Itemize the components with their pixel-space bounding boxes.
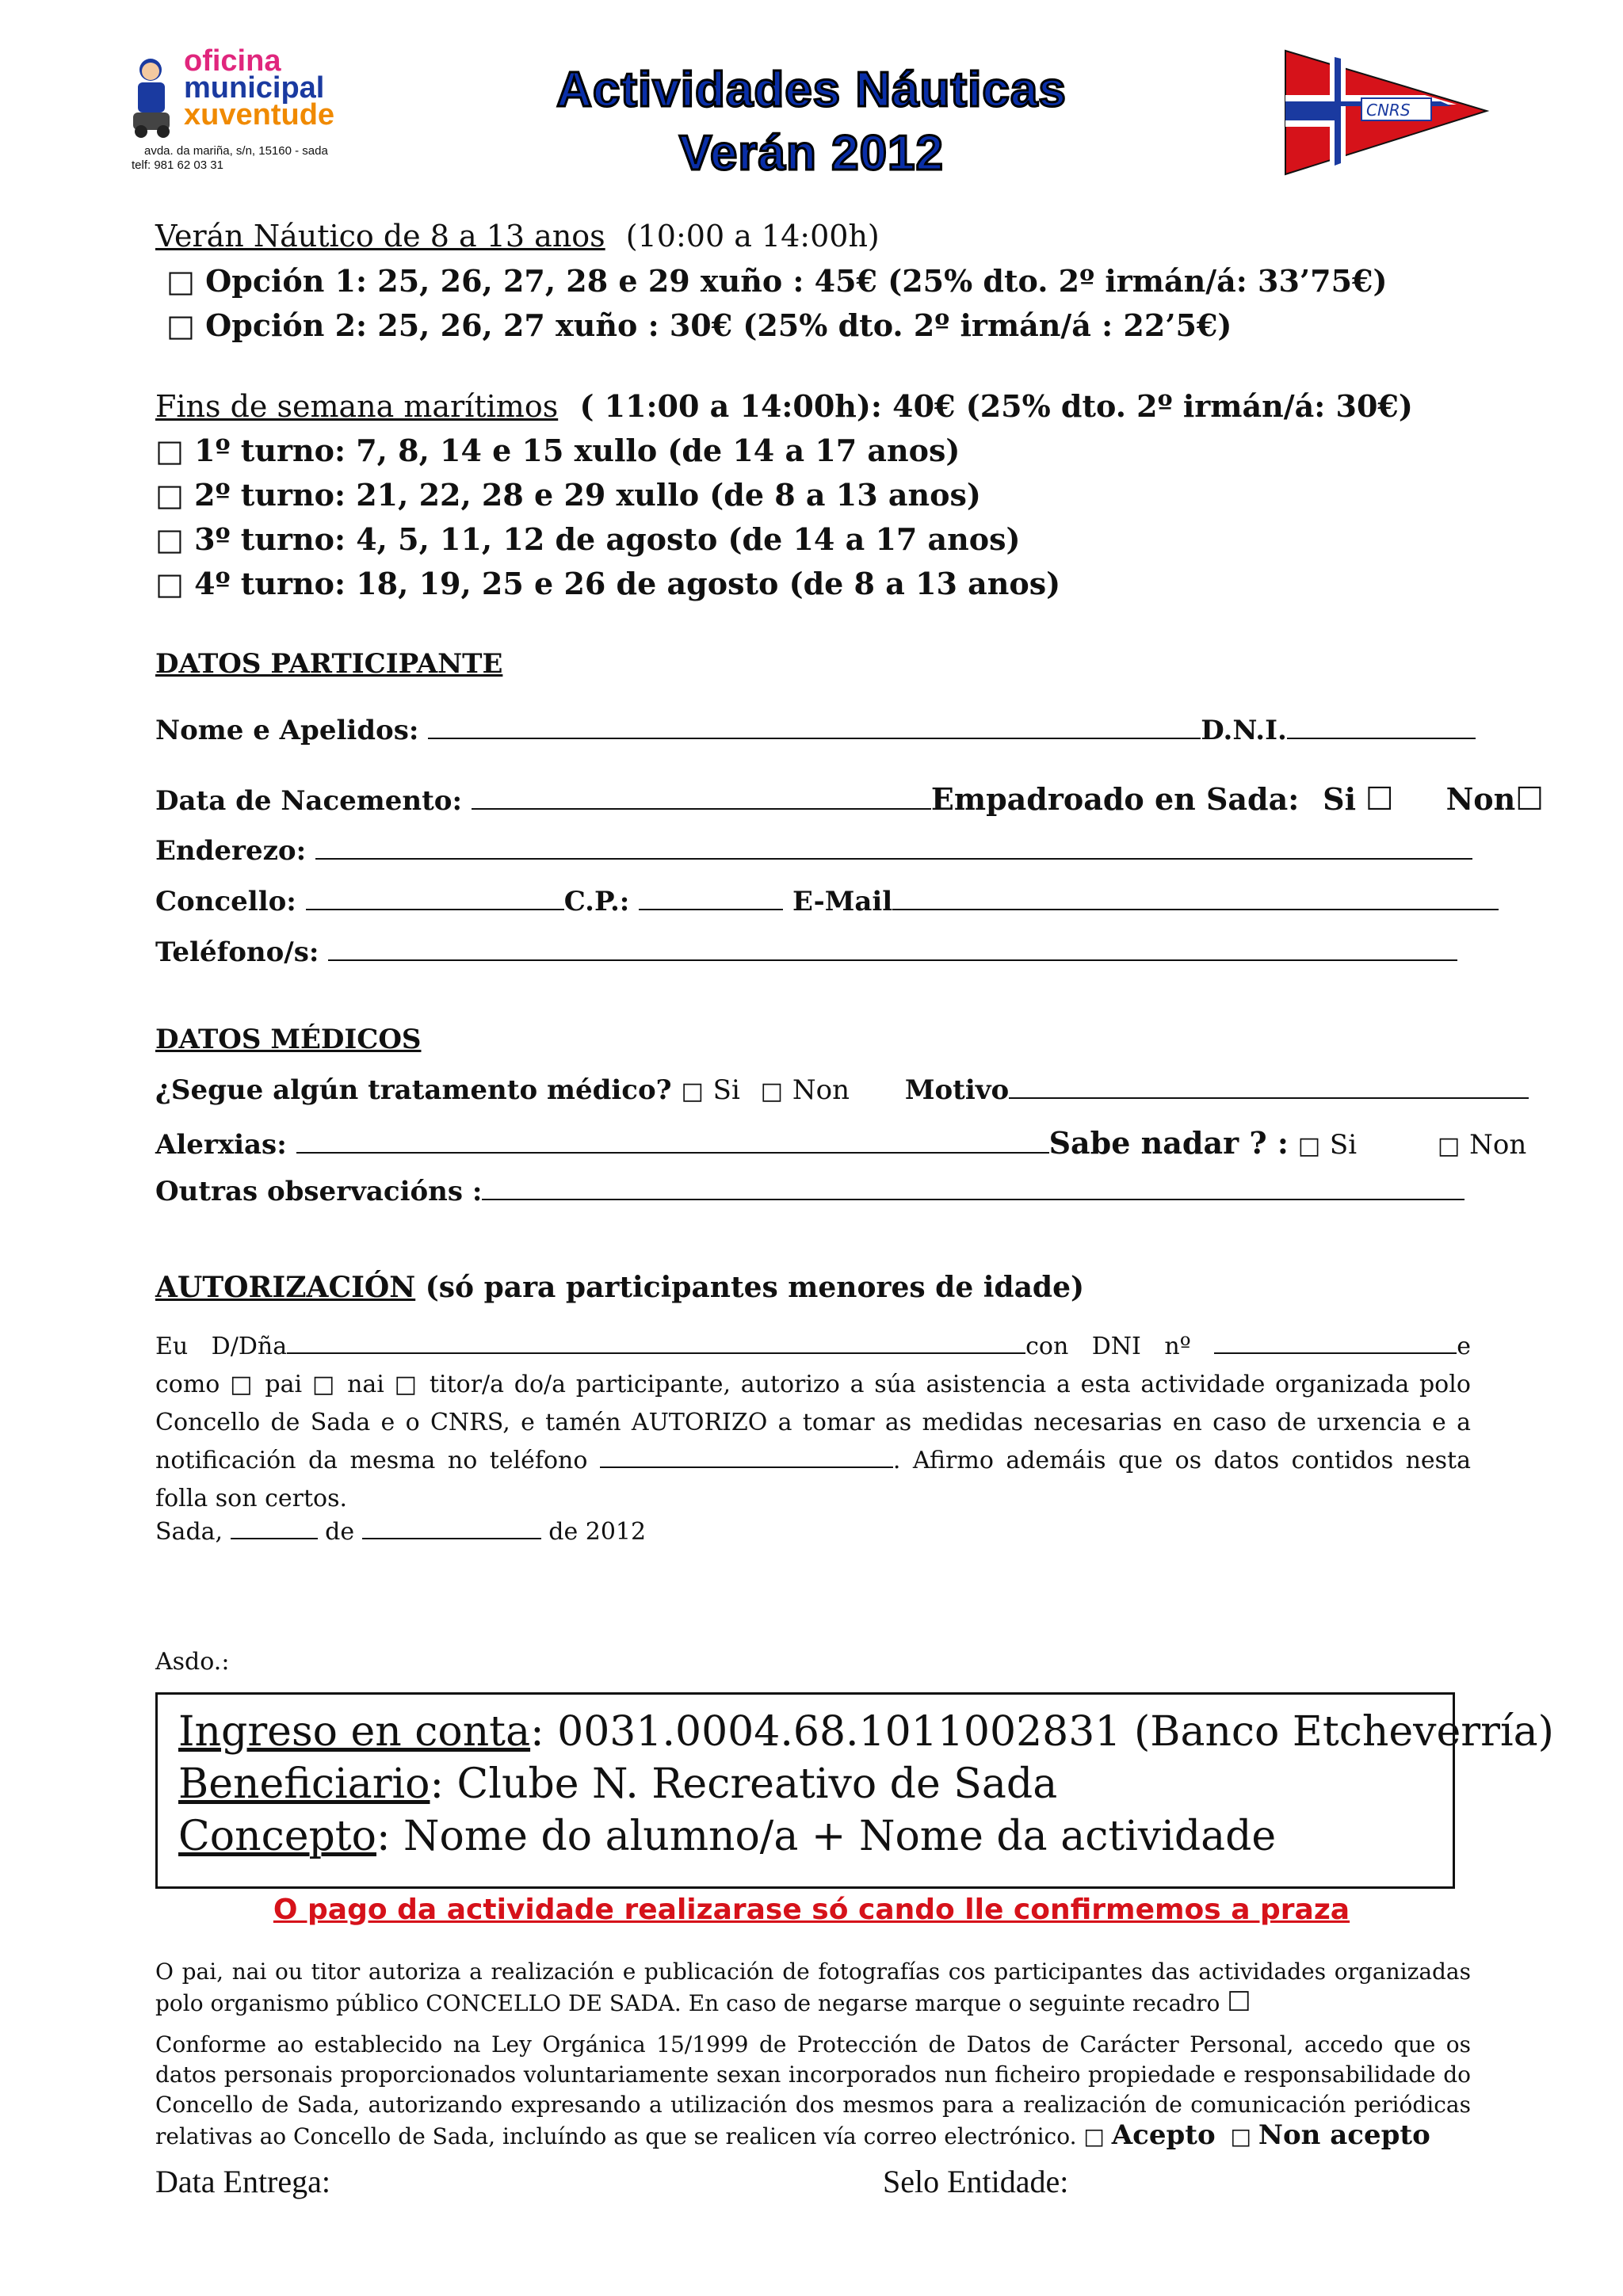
fins-turn-4[interactable] bbox=[155, 566, 1060, 601]
authorization-body-end: . Afirmo ademáis que os datos contidos nesta folla son certos. bbox=[155, 1447, 1471, 1512]
cp-label: C.P.: bbox=[563, 886, 630, 917]
account-row bbox=[178, 1706, 1554, 1758]
nai-label: nai bbox=[347, 1371, 384, 1398]
turn-2-label: 2º turno: 21, 22, 28 e 29 xullo (de 8 a 13 anos) bbox=[194, 477, 981, 513]
swim-si-checkbox[interactable]: □ bbox=[1297, 1132, 1321, 1160]
treatment-non-label: Non bbox=[792, 1074, 850, 1106]
data-protection-text: Conforme ao establecido na Ley Orgánica 15/1999 de Protección de Datos de Carácter Personal, accedo que os datos personais proporcionados voluntariamente sexan incorporados nun ficheiro propiedade e responsabilidade do Concello de Sada, autorizando expresando a utilización dos mesmos para a realización de comunicación periódicas relativas ao Concello de Sada, incluíndo as que se realicen vía correo electrónico. bbox=[155, 2031, 1471, 2149]
delivery-date-label: Data Entrega: bbox=[155, 2164, 330, 2199]
treatment-row bbox=[155, 1074, 1529, 1106]
address-label: Enderezo: bbox=[155, 835, 307, 867]
name-label: Nome e Apelidos: bbox=[155, 715, 419, 746]
accept-label: Acepto bbox=[1111, 2119, 1216, 2151]
empadroado-label: Empadroado en Sada: bbox=[930, 781, 1300, 817]
turn-1-checkbox[interactable]: □ bbox=[155, 433, 184, 468]
turn-3-label: 3º turno: 4, 5, 11, 12 de agosto (de 14 a 17 anos) bbox=[194, 521, 1021, 557]
email-label: E-Mail bbox=[792, 886, 893, 917]
empadroado-non-label: Non bbox=[1445, 781, 1516, 817]
allergy-input[interactable] bbox=[296, 1130, 1049, 1154]
nai-checkbox[interactable]: □ bbox=[311, 1371, 338, 1398]
medical-heading: DATOS MÉDICOS bbox=[155, 1024, 422, 1055]
authorization-heading-row bbox=[155, 1271, 1084, 1304]
payment-info-box bbox=[155, 1692, 1554, 1889]
other-label: Outras observacións : bbox=[155, 1176, 483, 1207]
dni-input[interactable] bbox=[1287, 715, 1476, 739]
beneficiary-label: Beneficiario bbox=[178, 1760, 430, 1808]
title-line-1: Actividades Náuticas bbox=[556, 63, 1067, 117]
allergy-row bbox=[155, 1125, 1526, 1161]
turn-1-label: 1º turno: 7, 8, 14 e 15 xullo (de 14 a 17 anos) bbox=[194, 433, 960, 468]
option-1-checkbox[interactable]: □ bbox=[166, 264, 195, 299]
other-row bbox=[155, 1176, 1465, 1207]
motivo-input[interactable] bbox=[1009, 1075, 1529, 1099]
name-input[interactable] bbox=[428, 715, 1201, 739]
concello-input[interactable] bbox=[306, 887, 564, 910]
authorization-body: titor/a do/a participante, autorizo a súa asistencia a esta actividade organizada polo Concello de Sada e o CNRS, e tamén AUTORIZO a tomar as medidas necesarias en caso de urxencia e a notificación da mesma no teléfono bbox=[155, 1371, 1471, 1474]
account-label: Ingreso en conta bbox=[178, 1708, 531, 1756]
empadroado-non-checkbox[interactable]: ☐ bbox=[1515, 781, 1545, 818]
month-input[interactable] bbox=[362, 1520, 541, 1539]
date-row bbox=[155, 1513, 646, 1551]
fins-turn-1[interactable] bbox=[155, 433, 960, 468]
stamp-label: Selo Entidade: bbox=[883, 2164, 1069, 2199]
payment-warning: O pago da actividade realizarase só cando lle confirmemos a praza bbox=[273, 1894, 1350, 1926]
signature-label: Asdo.: bbox=[155, 1648, 230, 1676]
photo-consent-text: O pai, nai ou titor autoriza a realización e publicación de fotografías cos participantes das actividades organizadas polo organismo público CONCELLO DE SADA. En caso de negarse marque o seguinte recadro bbox=[155, 1958, 1471, 2016]
title-line-2: Verán 2012 bbox=[678, 126, 945, 181]
non-accept-checkbox[interactable]: □ bbox=[1230, 2123, 1252, 2149]
turn-4-checkbox[interactable]: □ bbox=[155, 566, 184, 601]
beneficiary-row bbox=[178, 1758, 1432, 1810]
logo-word-3: xuventude bbox=[184, 98, 335, 132]
empadroado-si-checkbox[interactable]: ☐ bbox=[1365, 781, 1394, 818]
nautico-title: Verán Náutico de 8 a 13 anos bbox=[155, 219, 605, 254]
phone-input[interactable] bbox=[328, 937, 1457, 961]
concello-row bbox=[155, 886, 1499, 917]
photo-refuse-checkbox[interactable]: ☐ bbox=[1227, 1986, 1251, 2018]
ecomo-label: e como bbox=[155, 1333, 1471, 1398]
guardian-name-input[interactable] bbox=[287, 1335, 1025, 1354]
pennant-text: CNRS bbox=[1366, 101, 1411, 120]
fins-turn-3[interactable] bbox=[155, 521, 1021, 557]
address-input[interactable] bbox=[315, 836, 1472, 860]
fins-title: Fins de semana marítimos bbox=[155, 389, 559, 424]
guardian-dni-input[interactable] bbox=[1214, 1335, 1457, 1354]
concept-row bbox=[178, 1810, 1432, 1863]
accept-checkbox[interactable]: □ bbox=[1083, 2123, 1105, 2149]
concello-label: Concello: bbox=[155, 886, 296, 917]
address-row bbox=[155, 835, 1472, 867]
non-accept-label: Non acepto bbox=[1258, 2119, 1430, 2151]
nautico-hours: (10:00 a 14:00h) bbox=[625, 219, 880, 254]
photo-consent bbox=[155, 1957, 1471, 2019]
pai-label: pai bbox=[265, 1371, 303, 1398]
fins-heading-row bbox=[155, 388, 1413, 424]
treatment-non-checkbox[interactable]: □ bbox=[760, 1077, 784, 1105]
allergy-label: Alerxias: bbox=[155, 1129, 287, 1161]
turn-2-checkbox[interactable]: □ bbox=[155, 478, 184, 513]
swim-si-label: Si bbox=[1329, 1129, 1358, 1161]
authorization-subheading: (só para participantes menores de idade) bbox=[425, 1271, 1085, 1304]
email-input[interactable] bbox=[892, 887, 1499, 910]
de-label: de bbox=[325, 1518, 355, 1546]
guardian-phone-input[interactable] bbox=[600, 1449, 893, 1468]
nautico-option-2[interactable] bbox=[166, 307, 1232, 343]
sada-label: Sada, bbox=[155, 1518, 223, 1546]
participant-heading: DATOS PARTICIPANTE bbox=[155, 648, 503, 680]
option-2-checkbox[interactable]: □ bbox=[166, 308, 195, 343]
phone-label: Teléfono/s: bbox=[155, 936, 319, 968]
authorization-text bbox=[155, 1328, 1471, 1518]
pai-checkbox[interactable]: □ bbox=[230, 1371, 255, 1398]
option-1-label: Opción 1: 25, 26, 27, 28 e 29 xuño : 45€ (25% dto. 2º irmán/á: 33’75€) bbox=[205, 263, 1388, 299]
birth-label: Data de Nacemento: bbox=[155, 785, 463, 817]
treatment-si-label: Si bbox=[712, 1074, 740, 1106]
fins-turn-2[interactable] bbox=[155, 477, 981, 513]
birth-input[interactable] bbox=[472, 786, 931, 810]
turn-4-label: 4º turno: 18, 19, 25 e 26 de agosto (de 8 a 13 anos) bbox=[194, 566, 1061, 601]
pennant-flag-icon bbox=[1282, 48, 1490, 178]
concept-value: : Nome do alumno/a + Nome da actividade bbox=[376, 1813, 1277, 1860]
empadroado-si-label: Si bbox=[1323, 781, 1357, 817]
option-2-label: Opción 2: 25, 26, 27 xuño : 30€ (25% dto. 2º irmán/á : 22’5€) bbox=[205, 307, 1232, 343]
data-protection bbox=[155, 2030, 1471, 2152]
motivo-label: Motivo bbox=[904, 1074, 1010, 1106]
fins-info: ( 11:00 a 14:00h): 40€ (25% dto. 2º irmán/á: 30€) bbox=[579, 388, 1413, 424]
beneficiary-value: : Clube N. Recreativo de Sada bbox=[430, 1760, 1058, 1808]
swim-non-checkbox[interactable]: □ bbox=[1437, 1132, 1461, 1160]
logo-word-2: municipal bbox=[184, 71, 325, 105]
eu-label: Eu D/Dña bbox=[155, 1333, 288, 1360]
logo-word-1: oficina bbox=[184, 44, 281, 78]
account-value: : 0031.0004.68.1011002831 (Banco Etcheverría) bbox=[530, 1708, 1554, 1756]
logo-phone: telf: 981 62 03 31 bbox=[132, 158, 223, 172]
cp-input[interactable] bbox=[639, 887, 783, 910]
nautico-heading-row bbox=[155, 219, 880, 254]
phone-row bbox=[155, 936, 1457, 968]
dni-label: D.N.I. bbox=[1201, 715, 1287, 746]
cnrs-pennant-logo bbox=[1282, 48, 1490, 178]
other-input[interactable] bbox=[482, 1177, 1465, 1200]
swim-non-label: Non bbox=[1469, 1129, 1527, 1161]
year-label: de 2012 bbox=[548, 1518, 647, 1546]
birth-row bbox=[155, 781, 1544, 818]
swim-label: Sabe nadar ? : bbox=[1048, 1125, 1289, 1161]
turn-3-checkbox[interactable]: □ bbox=[155, 522, 184, 557]
concept-label: Concepto bbox=[178, 1813, 376, 1860]
treatment-si-checkbox[interactable]: □ bbox=[681, 1077, 704, 1105]
logo-address: avda. da mariña, s/n, 15160 - sada bbox=[144, 144, 328, 158]
authorization-heading: AUTORIZACIÓN bbox=[155, 1271, 416, 1304]
name-row bbox=[155, 715, 1476, 746]
nautico-option-1[interactable] bbox=[166, 263, 1387, 299]
titor-checkbox[interactable]: □ bbox=[394, 1371, 420, 1398]
dni-number-label: con DNI nº bbox=[1025, 1333, 1191, 1360]
day-input[interactable] bbox=[231, 1520, 318, 1539]
treatment-label: ¿Segue algún tratamento médico? bbox=[155, 1074, 672, 1106]
